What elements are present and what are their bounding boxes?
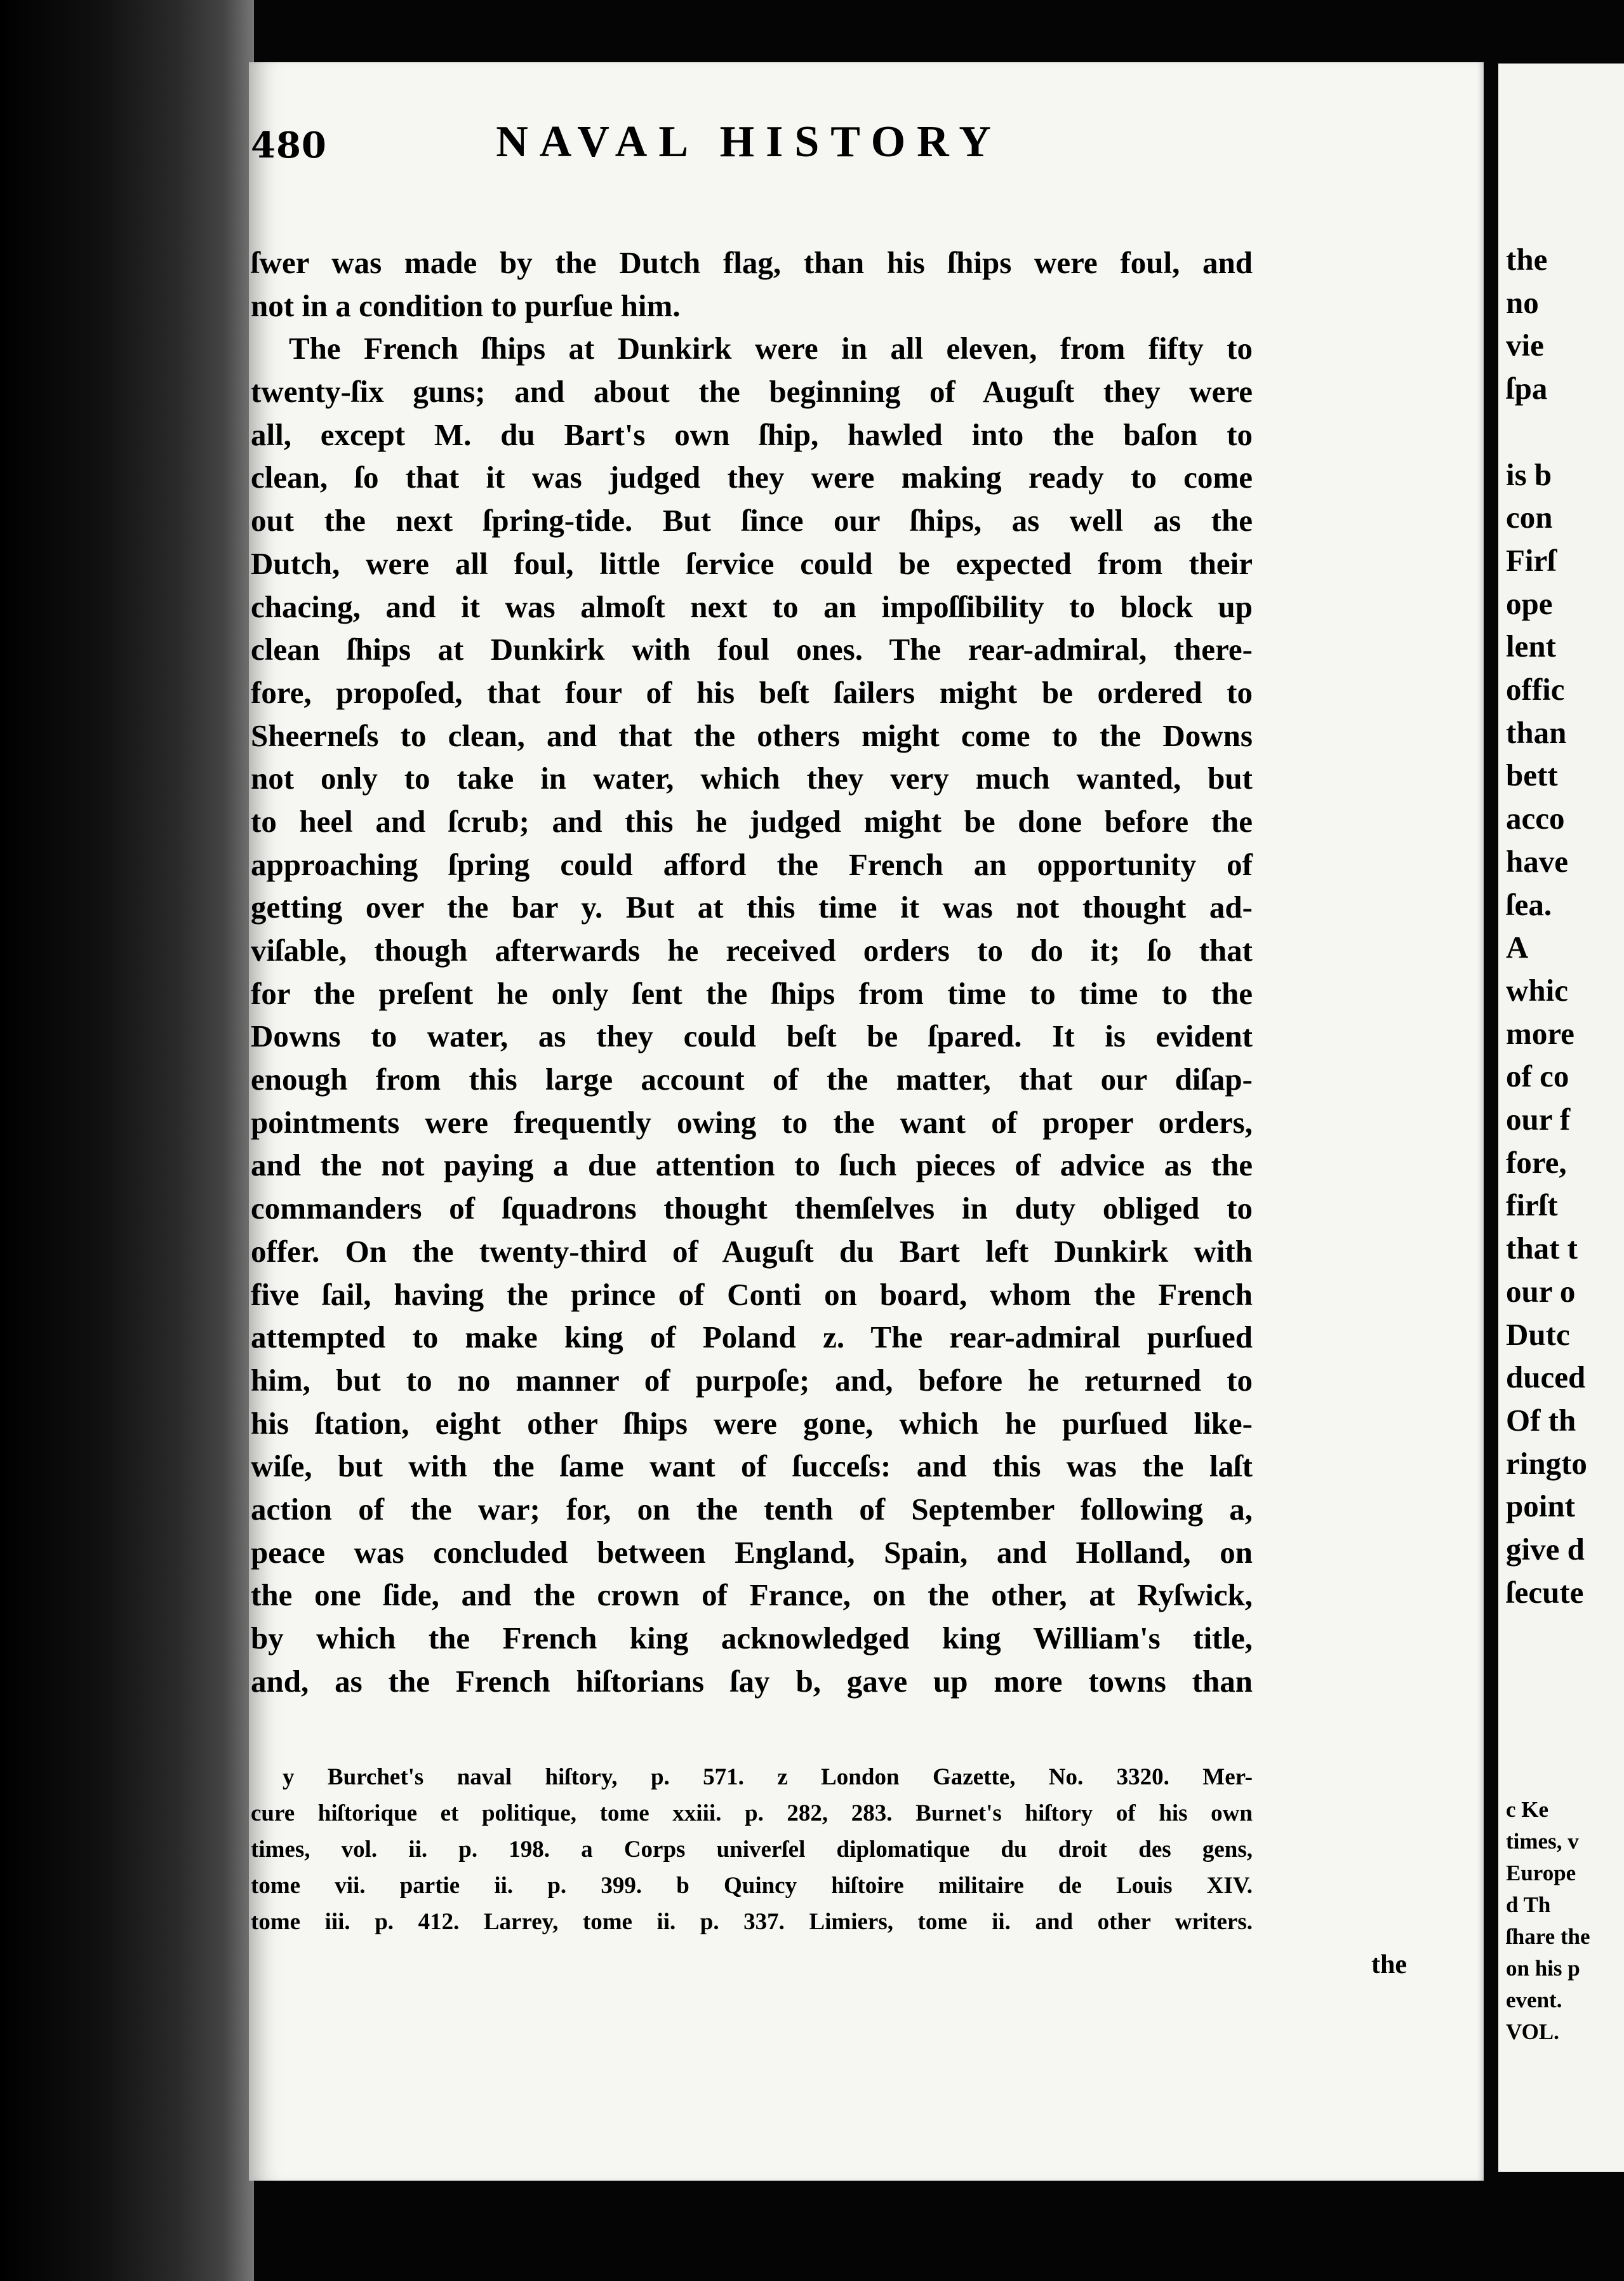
right-page-fragment: vie: [1506, 328, 1544, 363]
right-page-footnote-fragment: Europe: [1506, 1861, 1576, 1885]
right-page-footnote-fragment: times, v: [1506, 1829, 1579, 1854]
footnotes: [251, 1759, 1253, 1940]
right-page-fragment: Firſ: [1506, 542, 1556, 578]
text-line: wiſe, but with the ſame want of ſucceſs: and this was the laſt: [251, 1448, 1253, 1484]
footnote-line: tome vii. partie ii. p. 399. b Quincy hiſtoire militaire de Louis XIV.: [251, 1873, 1253, 1899]
text-line: offer. On the twenty-third of Auguſt du Bart left Dunkirk with: [251, 1233, 1253, 1269]
text-line: Sheerneſs to clean, and that the others might come to the Downs: [251, 718, 1253, 753]
text-line: peace was concluded between England, Spain, and Holland, on: [251, 1534, 1253, 1570]
right-page-fragment: ſecute: [1506, 1574, 1584, 1610]
right-page-footnote-fragment: event.: [1506, 1988, 1562, 2012]
text-line: attempted to make king of Poland z. The rear-admiral purſued: [251, 1320, 1253, 1355]
catchword: the: [1371, 1950, 1407, 1979]
text-line: chacing, and it was almoſt next to an impoſſibility to block up: [251, 589, 1253, 624]
text-line: The French ſhips at Dunkirk were in all eleven, from fifty to: [289, 331, 1253, 366]
page-number: 480: [251, 124, 327, 166]
right-page-fragment: whic: [1506, 972, 1568, 1008]
text-line: the one ſide, and the crown of France, on the other, at Ryſwick,: [251, 1577, 1253, 1613]
text-line: clean ſhips at Dunkirk with foul ones. The rear-admiral, there-: [251, 632, 1253, 667]
right-page-fragment: no: [1506, 284, 1539, 320]
right-page-fragment: acco: [1506, 801, 1565, 836]
text-line: commanders of ſquadrons thought themſelves in duty obliged to: [251, 1191, 1253, 1226]
text-line: action of the war; for, on the tenth of September following a,: [251, 1491, 1253, 1527]
text-line: fore, propoſed, that four of his beſt ſailers might be ordered to: [251, 674, 1253, 710]
text-line: for the preſent he only ſent the ſhips from time to time to the: [251, 975, 1253, 1011]
text-line: getting over the bar y. But at this time it was not thought ad-: [251, 890, 1253, 925]
text-line: to heel and ſcrub; and this he judged might be done before the: [251, 803, 1253, 839]
right-page-fragment: offic: [1506, 672, 1565, 707]
text-line: Dutch, were all foul, little ſervice could be expected from their: [251, 545, 1253, 581]
right-page-footnote-fragment: d Th: [1506, 1892, 1551, 1917]
text-line: him, but to no manner of purpoſe; and, before he returned to: [251, 1362, 1253, 1398]
running-title: NAVAL HISTORY: [496, 117, 1002, 166]
right-page-fragment: Of th: [1506, 1402, 1576, 1438]
text-line: all, except M. du Bart's own ſhip, hawled into the baſon to: [251, 417, 1253, 452]
footnote-line: times, vol. ii. p. 198. a Corps univerſel diplomatique du droit des gens,: [251, 1836, 1253, 1863]
right-page-fragment: Dutc: [1506, 1316, 1570, 1352]
right-page-fragment: lent: [1506, 629, 1556, 664]
right-page-fragment: ſea.: [1506, 886, 1552, 922]
right-page-fragment: ſpa: [1506, 371, 1548, 406]
text-line: out the next ſpring-tide. But ſince our ſhips, as well as the: [251, 503, 1253, 538]
right-page-fragment: give d: [1506, 1532, 1585, 1567]
text-line: Downs to water, as they could beſt be ſpared. It is evident: [251, 1019, 1253, 1054]
footnote-line: y Burchet's naval hiſtory, p. 571. z London Gazette, No. 3320. Mer-: [283, 1764, 1253, 1790]
right-page-fragment: the: [1506, 242, 1548, 277]
right-page-fragment: firſt: [1506, 1187, 1558, 1223]
right-page-fragment: our f: [1506, 1102, 1571, 1137]
right-page-fragment: fore,: [1506, 1144, 1567, 1180]
text-line: not only to take in water, which they very much wanted, but: [251, 761, 1253, 796]
body-text: [251, 241, 1253, 1702]
right-page-footnote-fragment: on his p: [1506, 1956, 1580, 1981]
text-line: not in a condition to purſue him.: [251, 288, 681, 323]
right-page-footnote-fragment: c Ke: [1506, 1797, 1549, 1822]
footnote-line: tome iii. p. 412. Larrey, tome ii. p. 337. Limiers, tome ii. and other writers.: [251, 1909, 1253, 1935]
right-page-fragment: that t: [1506, 1231, 1578, 1266]
right-page-fragment: our o: [1506, 1273, 1576, 1309]
right-page-fragment: A: [1506, 930, 1529, 965]
text-line: enough from this large account of the matter, that our diſap-: [251, 1062, 1253, 1097]
text-line: pointments were frequently owing to the want of proper orders,: [251, 1104, 1253, 1140]
right-page-fragment: more: [1506, 1015, 1574, 1051]
text-line: twenty-ſix guns; and about the beginning of Auguſt they were: [251, 374, 1253, 410]
right-page-fragment: duced: [1506, 1360, 1586, 1395]
right-page-fragment: ringto: [1506, 1445, 1587, 1481]
right-page-fragment: ope: [1506, 585, 1553, 621]
text-line: by which the French king acknowledged king William's title,: [251, 1621, 1253, 1656]
right-page-fragment: is b: [1506, 457, 1552, 492]
footnote-line: cure hiſtorique et politique, tome xxiii. p. 282, 283. Burnet's hiſtory of his own: [251, 1800, 1253, 1826]
page-header: [251, 108, 1248, 178]
text-line: ſwer was made by the Dutch flag, than his ſhips were foul, and: [251, 245, 1253, 280]
text-line: five ſail, having the prince of Conti on board, whom the French: [251, 1276, 1253, 1312]
text-line: and, as the French hiſtorians ſay b, gave up more towns than: [251, 1663, 1253, 1699]
text-line: his ſtation, eight other ſhips were gone, which he purſued like-: [251, 1405, 1253, 1441]
right-page-fragment: point: [1506, 1488, 1575, 1524]
text-line: viſable, though afterwards he received orders to do it; ſo that: [251, 933, 1253, 968]
right-page-fragment: bett: [1506, 758, 1558, 793]
text-line: clean, ſo that it was judged they were making ready to come: [251, 460, 1253, 495]
right-page-fragment: than: [1506, 714, 1567, 750]
right-page-fragment: of co: [1506, 1059, 1569, 1094]
right-page-footnote-fragment: VOL.: [1506, 2019, 1559, 2044]
book-binding-gutter: [0, 0, 254, 2281]
text-line: and the not paying a due attention to ſuch pieces of advice as the: [251, 1147, 1253, 1183]
right-page-footnote-fragment: ſhare the: [1506, 1924, 1590, 1949]
right-page-fragment: have: [1506, 843, 1568, 879]
right-page-fragment: con: [1506, 500, 1553, 535]
text-line: approaching ſpring could afford the French an opportunity of: [251, 846, 1253, 882]
